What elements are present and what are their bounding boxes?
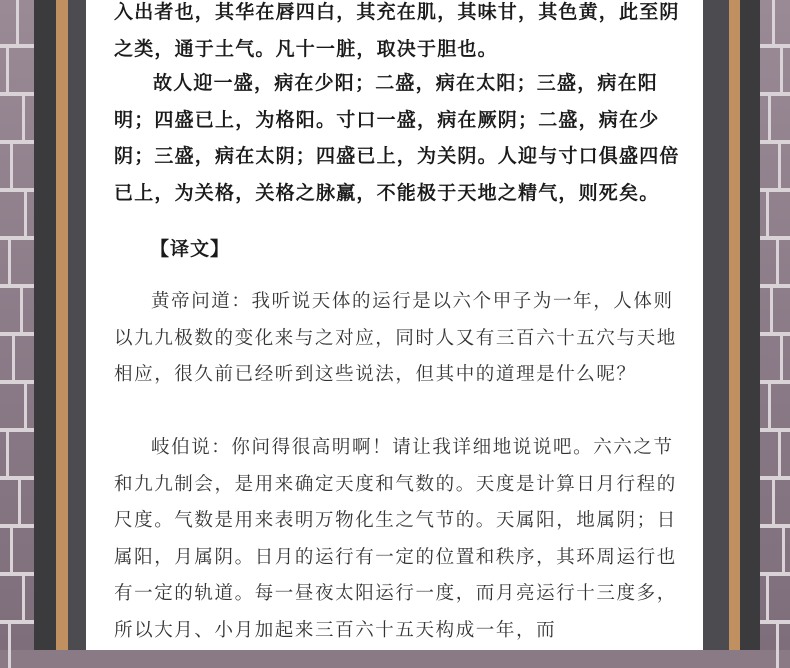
original-text-paragraph — [114, 0, 694, 67]
frame-border-dark-left — [34, 0, 56, 650]
book-page — [86, 0, 703, 650]
frame-border-gray-right — [703, 0, 729, 650]
frame-border-dark-right — [740, 0, 760, 650]
translation-paragraph-2: 岐伯说：你问得很高明啊！请让我详细地说说吧。六六之节和九九制会，是用来确定天度和气数的。天度是计算日月行程的尺度。气数是用来表明万物化生之气节的。天属阳，地属阴；日属阳，月属阴。日月的运行有一定的位置和秩序，其环周运行也有一定的轨道。每一昼夜太阳运行一度，而月亮运行十三度多，所以大月、小月加起来三百六十五天构成一年，而 — [114, 437, 677, 641]
original-text-paragraph — [114, 65, 694, 211]
original-paragraph-2: 故人迎一盛，病在少阳；二盛，病在太阳；三盛，病在阳明；四盛已上，为格阳。寸口一盛，病在厥阴；二盛，病在少阴；三盛，病在太阴；四盛已上，为关阴。人迎与寸口俱盛四倍已上，为关格，关格之脉羸，不能极于天地之精气，则死矣。 — [114, 72, 680, 204]
translation-paragraph-1: 黄帝问道：我听说天体的运行是以六个甲子为一年，人体则以九九极数的变化来与之对应，同时人又有三百六十五穴与天地相应，很久前已经听到这些说法，但其中的道理是什么呢？ — [114, 291, 677, 385]
frame-border-gray-left — [68, 0, 86, 650]
original-paragraph-1: 入出者也，其华在唇四白，其充在肌，其味甘，其色黄，此至阴之类，通于土气。凡十一脏，取决于胆也。 — [114, 1, 680, 60]
brick-wall-right — [760, 0, 790, 650]
translation-heading: 【译文】 — [150, 238, 231, 260]
brick-wall-left — [0, 0, 34, 650]
frame-border-wood-right — [729, 0, 740, 650]
frame-border-wood-left — [56, 0, 68, 650]
